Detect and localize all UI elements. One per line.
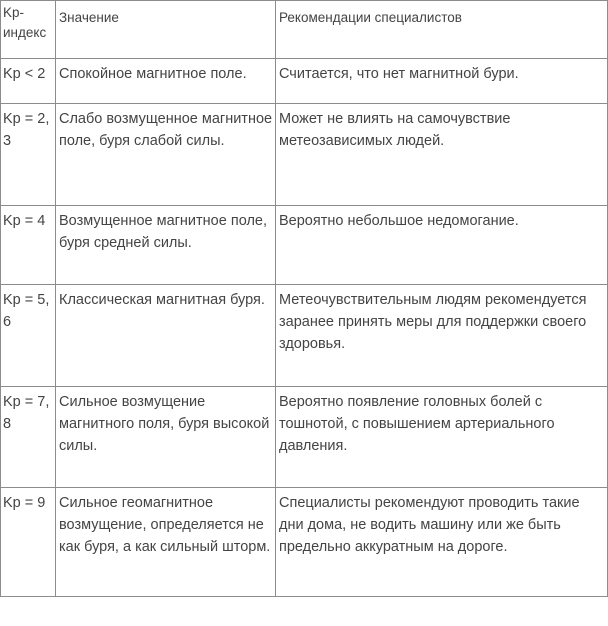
cell-meaning: Спокойное магнитное поле.: [56, 59, 276, 104]
cell-meaning: Сильное возмущение магнитного поля, буря высокой силы.: [56, 387, 276, 488]
cell-kp-index: Kp = 9: [1, 488, 56, 597]
cell-recommendation: Метеочувствительным людям рекомендуется заранее принять меры для поддержки своего здоровья.: [276, 285, 608, 387]
cell-meaning: Классическая магнитная буря.: [56, 285, 276, 387]
cell-kp-index: Kp < 2: [1, 59, 56, 104]
table-row: [1, 104, 608, 206]
header-recommendation: Рекомендации специалистов: [276, 1, 608, 59]
table-row: [1, 285, 608, 387]
cell-recommendation: Специалисты рекомендуют проводить такие дни дома, не водить машину или же быть предельно аккуратным на дороге.: [276, 488, 608, 597]
cell-kp-index: Kp = 4: [1, 206, 56, 285]
table-row: [1, 59, 608, 104]
table-row: [1, 206, 608, 285]
cell-recommendation: Вероятно небольшое недомогание.: [276, 206, 608, 285]
header-meaning: Значение: [56, 1, 276, 59]
cell-meaning: Возмущенное магнитное поле, буря средней силы.: [56, 206, 276, 285]
cell-recommendation: Может не влиять на самочувствие метеозависимых людей.: [276, 104, 608, 206]
cell-meaning: Слабо возмущенное магнитное поле, буря слабой силы.: [56, 104, 276, 206]
table-row: [1, 387, 608, 488]
header-kp-index: Kp-индекс: [1, 1, 56, 59]
table-row: [1, 488, 608, 597]
cell-meaning: Сильное геомагнитное возмущение, определяется не как буря, а как сильный шторм.: [56, 488, 276, 597]
cell-recommendation: Считается, что нет магнитной бури.: [276, 59, 608, 104]
cell-kp-index: Kp = 2, 3: [1, 104, 56, 206]
cell-kp-index: Kp = 7, 8: [1, 387, 56, 488]
cell-recommendation: Вероятно появление головных болей с тошнотой, с повышением артериального давления.: [276, 387, 608, 488]
table-header-row: [1, 1, 608, 59]
cell-kp-index: Kp = 5, 6: [1, 285, 56, 387]
